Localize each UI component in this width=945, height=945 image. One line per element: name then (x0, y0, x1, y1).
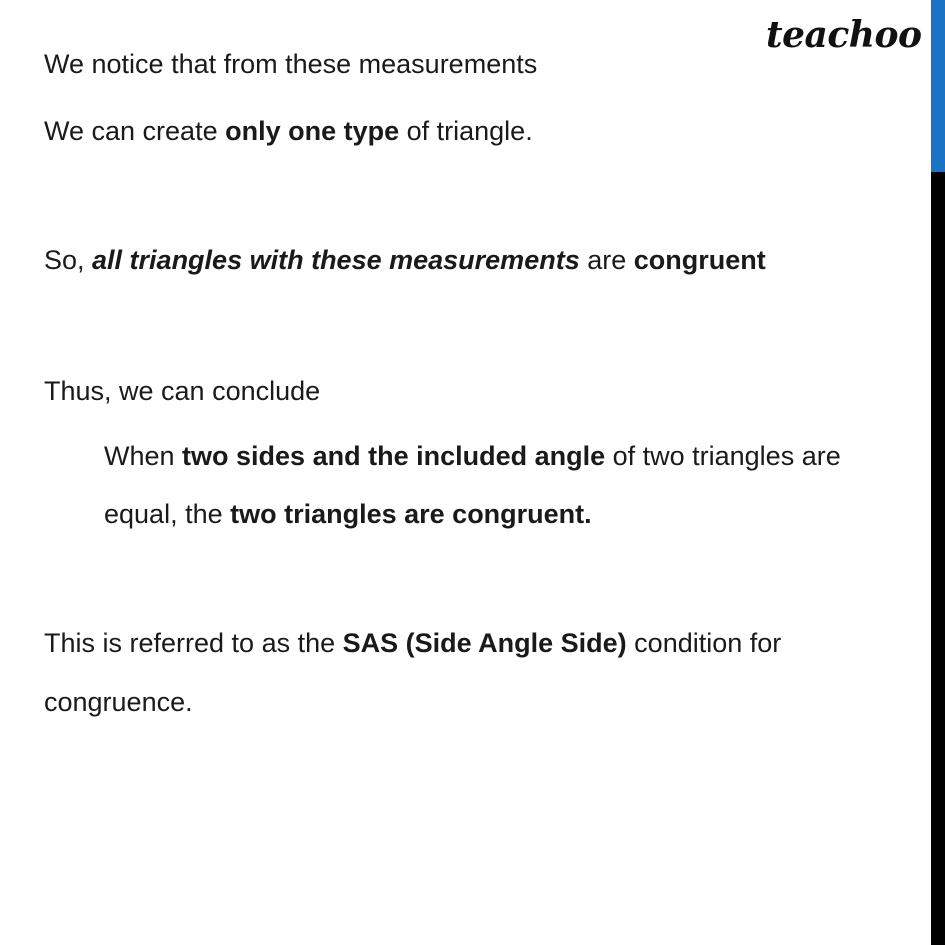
sas-line1-pre: This is referred to as the (44, 628, 343, 658)
sas-line1-post: condition for (626, 628, 782, 658)
one-type-post: of triangle. (399, 116, 533, 146)
one-type-bold: only one type (225, 116, 400, 146)
notice-text: We notice that from these measurements (44, 49, 538, 79)
scrollbar-thumb[interactable] (931, 0, 945, 172)
text-line-rule-2 (104, 497, 592, 531)
scrollbar[interactable] (931, 0, 945, 945)
conclude-text: Thus, we can conclude (44, 376, 321, 406)
text-line-conclude (44, 374, 320, 408)
sas-line1-bold: SAS (Side Angle Side) (342, 628, 627, 658)
text-line-sas-2 (44, 685, 193, 719)
text-line-notice (44, 47, 537, 81)
rule-line1-post: of two triangles are (605, 441, 841, 471)
one-type-pre: We can create (44, 116, 226, 146)
sas-line2: congruence. (44, 687, 193, 717)
text-line-rule-1 (104, 439, 841, 473)
text-line-all-congruent (44, 243, 766, 277)
text-line-one-type (44, 114, 533, 148)
rule-line1-pre: When (104, 441, 183, 471)
all-congruent-bold-italic: all triangles with these measurements (92, 245, 580, 275)
all-congruent-mid: are (579, 245, 634, 275)
teachoo-logo: teachoo (766, 14, 922, 56)
rule-line2-pre: equal, the (104, 499, 231, 529)
rule-line1-bold: two sides and the included angle (182, 441, 606, 471)
all-congruent-bold: congruent (633, 245, 766, 275)
all-congruent-pre: So, (44, 245, 93, 275)
rule-line2-bold: two triangles are congruent. (230, 499, 592, 529)
text-line-sas-1 (44, 626, 781, 660)
